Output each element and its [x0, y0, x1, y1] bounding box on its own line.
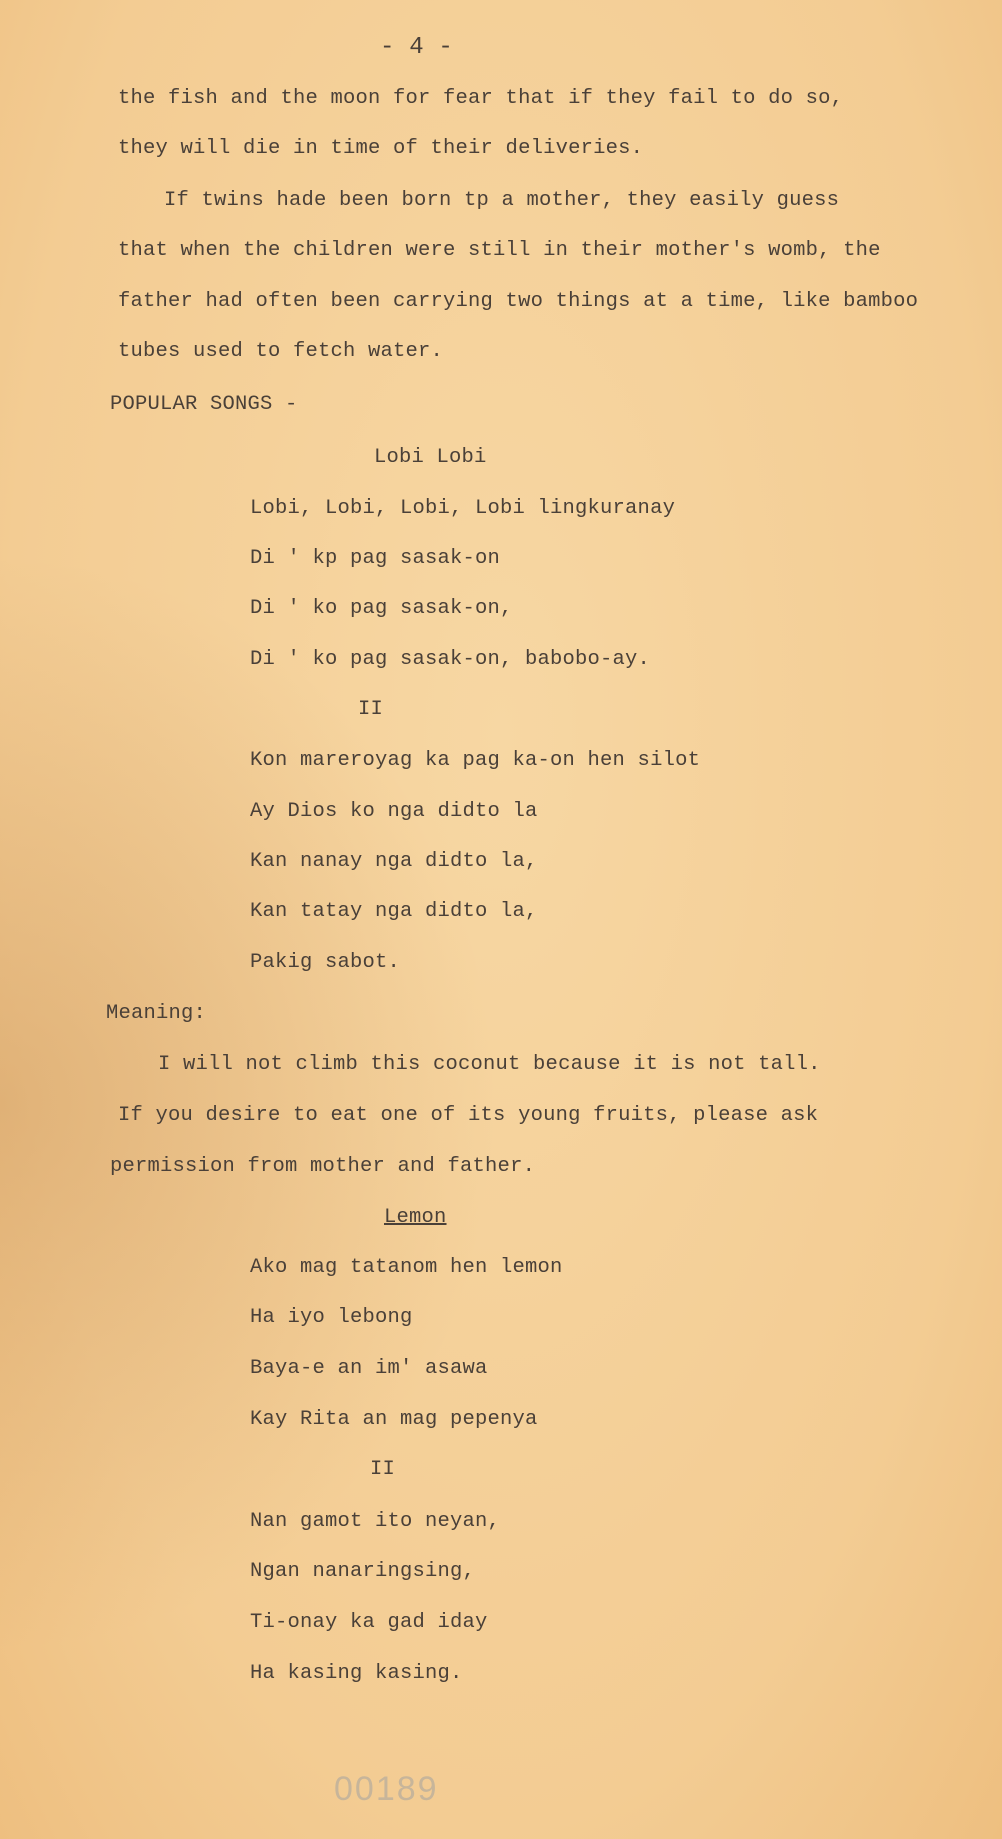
meaning-line-1: I will not climb this coconut because it is not tall.	[158, 1053, 821, 1076]
song-2-verse-2-line-1: Nan gamot ito neyan,	[250, 1510, 501, 1533]
song-1-verse-2-line-5: Pakig sabot.	[250, 951, 401, 974]
section-heading: POPULAR SONGS -	[110, 393, 298, 416]
song-2-verse-2-line-3: Ti-onay ka gad iday	[250, 1611, 488, 1634]
song-1-title: Lobi Lobi	[374, 446, 487, 469]
song-2-verse-2-numeral: II	[370, 1458, 396, 1481]
song-1-verse-2-line-4: Kan tatay nga didto la,	[250, 900, 538, 923]
song-1-verse-2-line-1: Kon mareroyag ka pag ka-on hen silot	[250, 749, 701, 772]
song-2-verse-1-line-1: Ako mag tatanom hen lemon	[250, 1256, 563, 1279]
paragraph-2-line-1: If twins hade been born tp a mother, they easily guess	[164, 189, 840, 212]
meaning-label: Meaning:	[106, 1002, 207, 1025]
song-2-verse-1-line-2: Ha iyo lebong	[250, 1306, 413, 1329]
song-1-verse-1-line-3: Di ' ko pag sasak-on,	[250, 597, 513, 620]
meaning-line-3: permission from mother and father.	[110, 1155, 536, 1178]
paragraph-1-line-1: the fish and the moon for fear that if they fail to do so,	[118, 87, 844, 110]
paragraph-2-line-3: father had often been carrying two things at a time, like bamboo	[118, 290, 919, 313]
song-2-verse-2-line-4: Ha kasing kasing.	[250, 1662, 463, 1685]
meaning-line-2: If you desire to eat one of its young fruits, please ask	[118, 1104, 819, 1127]
paragraph-2-line-4: tubes used to fetch water.	[118, 340, 444, 363]
song-2-title: Lemon	[384, 1206, 447, 1229]
paragraph-2-line-2: that when the children were still in their mother's womb, the	[118, 239, 881, 262]
song-2-verse-2-line-2: Ngan nanaringsing,	[250, 1560, 476, 1583]
archive-stamp-number: 00189	[334, 1770, 439, 1808]
song-2-verse-1-line-3: Baya-e an im' asawa	[250, 1357, 488, 1380]
song-1-verse-2-line-3: Kan nanay nga didto la,	[250, 850, 538, 873]
song-1-verse-1-line-2: Di ' kp pag sasak-on	[250, 547, 501, 570]
song-2-verse-1-line-4: Kay Rita an mag pepenya	[250, 1408, 538, 1431]
song-1-verse-1-line-1: Lobi, Lobi, Lobi, Lobi lingkuranay	[250, 497, 676, 520]
song-1-verse-1-line-4: Di ' ko pag sasak-on, babobo-ay.	[250, 648, 651, 671]
page-number: - 4 -	[380, 34, 454, 61]
paragraph-1-line-2: they will die in time of their deliveries.	[118, 137, 644, 160]
song-1-verse-2-line-2: Ay Dios ko nga didto la	[250, 800, 538, 823]
song-1-verse-2-numeral: II	[358, 698, 384, 721]
